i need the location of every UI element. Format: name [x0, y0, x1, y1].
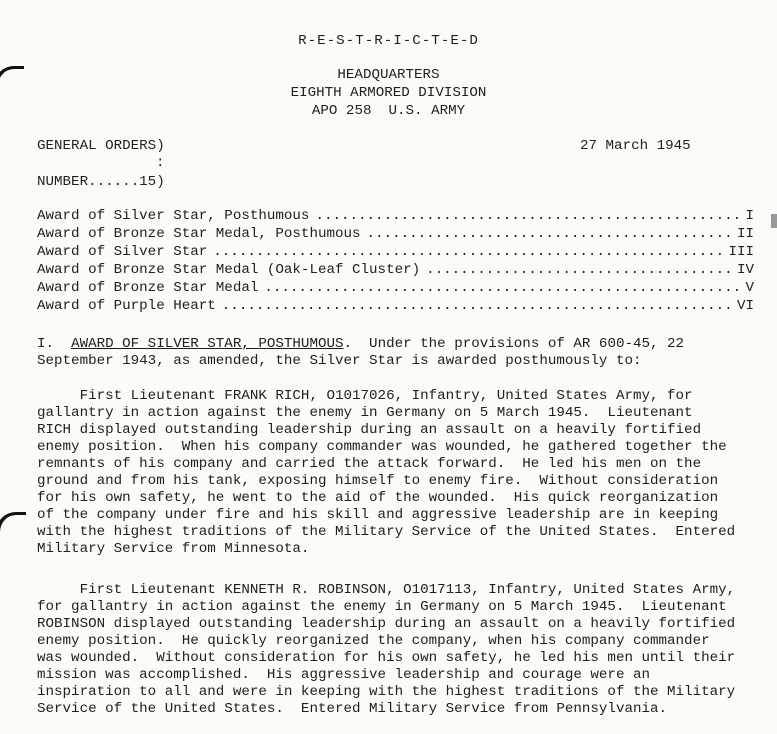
index-label: Award of Bronze Star Medal (Oak-Leaf Cluster) [37, 262, 421, 278]
orders-number: NUMBER......15) [37, 174, 165, 190]
paragraph-line: enemy position. He quickly reorganized the company, when his company commander [37, 633, 710, 649]
index-row [37, 226, 754, 244]
paragraph-line: Military Service from Minnesota. [37, 541, 310, 557]
paragraph-line: ROBINSON displayed outstanding leadership during an assault on a heavily fortified [37, 616, 736, 632]
paragraph-line: remnants of his company and carried the attack forward. He led his men on the [37, 456, 702, 472]
punch-hole-mark [0, 512, 26, 545]
section-one-intro [37, 336, 684, 352]
index-label: Award of Silver Star, Posthumous [37, 208, 310, 224]
index-leader-dots [426, 262, 731, 278]
header-apo: APO 258 U.S. ARMY [311, 103, 466, 119]
paragraph-line: First Lieutenant KENNETH R. ROBINSON, O1017113, Infantry, United States Army, [37, 582, 736, 598]
header-headquarters: HEADQUARTERS [337, 67, 440, 83]
general-orders-label: GENERAL ORDERS) [37, 138, 165, 154]
index-row [37, 262, 754, 280]
paragraph-line: ground and from his tank, exposing himself to enemy fire. Without consideration [37, 473, 719, 489]
citation-paragraph-rich [37, 388, 772, 558]
index-row [37, 244, 754, 262]
index-label: Award of Bronze Star Medal, Posthumous [37, 226, 361, 242]
section-heading: AWARD OF SILVER STAR, POSTHUMOUS [71, 336, 344, 352]
edge-mark [771, 214, 777, 228]
section-intro-line-2: September 1943, as amended, the Silver Star is awarded posthumously to: [37, 353, 642, 369]
index-numeral: V [745, 280, 754, 296]
paragraph-line: mission was accomplished. His aggressive leadership and courage were an [37, 667, 650, 683]
index-numeral: III [728, 244, 754, 260]
classification-marking: R-E-S-T-R-I-C-T-E-D [298, 33, 479, 49]
index-numeral: VI [736, 298, 754, 314]
paragraph-line: gallantry in action against the enemy in Germany on 5 March 1945. Lieutenant [37, 405, 693, 421]
paragraph-line: for gallantry in action against the enemy in Germany on 5 March 1945. Lieutenant [37, 599, 727, 615]
paragraph-line: RICH displayed outstanding leadership during an assault on a heavily fortified [37, 422, 702, 438]
index-numeral: I [745, 208, 754, 224]
section-intro-text: . Under the provisions of AR 600-45, 22 [343, 336, 685, 352]
index-numeral: II [736, 226, 754, 242]
citation-paragraph-robinson [37, 582, 772, 718]
index-leader-dots [315, 208, 739, 224]
index-leader-dots [213, 244, 722, 260]
orders-colon: : [156, 155, 165, 171]
paragraph-line: of the company under fire and his skill and aggressive leadership are in keeping [37, 507, 719, 523]
paragraph-line: First Lieutenant FRANK RICH, O1017026, Infantry, United States Army, for [37, 388, 693, 404]
paragraph-line: was wounded. Without consideration for his own safety, he led his men until their [37, 650, 736, 666]
index-leader-dots [264, 280, 739, 296]
section-numeral: I. [37, 336, 55, 352]
index-label: Award of Silver Star [37, 244, 208, 260]
index-leader-dots [367, 226, 731, 242]
index-row [37, 208, 754, 226]
index-row [37, 298, 754, 316]
paragraph-line: for his own safety, he went to the aid of the wounded. His quick reorganization [37, 490, 719, 506]
index-row [37, 280, 754, 298]
index-label: Award of Purple Heart [37, 298, 216, 314]
paragraph-line: with the highest traditions of the Military Service of the United States. Entered [37, 524, 736, 540]
order-date: 27 March 1945 [580, 138, 691, 154]
header-division: EIGHTH ARMORED DIVISION [290, 85, 487, 101]
index-numeral: IV [736, 262, 754, 278]
index-leader-dots [222, 298, 731, 314]
paragraph-line: Service of the United States. Entered Military Service from Pennsylvania. [37, 701, 668, 717]
paragraph-line: enemy position. When his company commander was wounded, he gathered together the [37, 439, 727, 455]
index-label: Award of Bronze Star Medal [37, 280, 259, 296]
paragraph-line: inspiration to all and were in keeping with the highest traditions of the Military [37, 684, 736, 700]
